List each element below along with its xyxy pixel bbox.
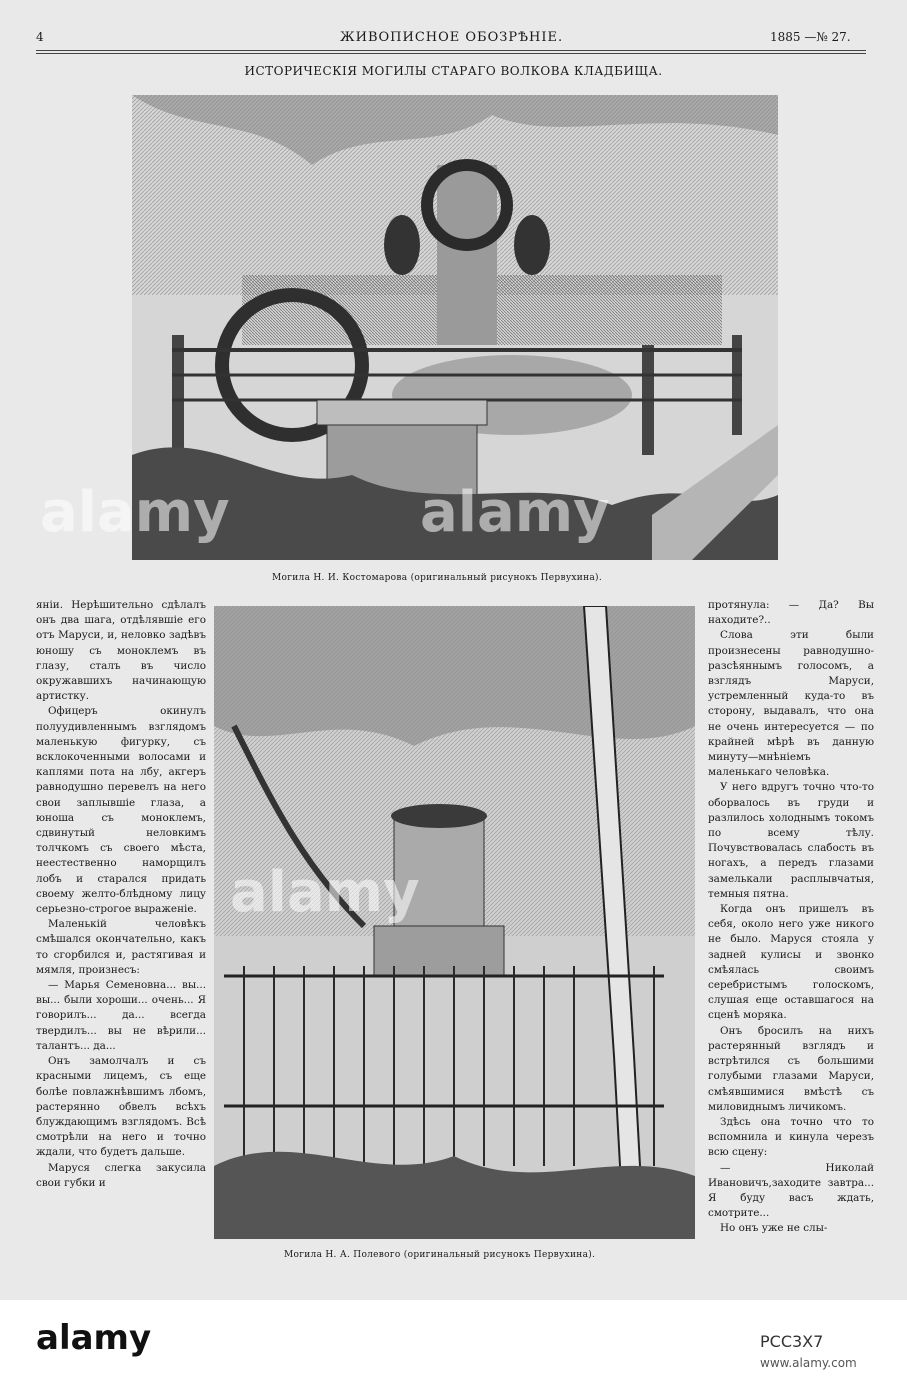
header-rule	[36, 50, 866, 51]
watermark: alamy	[420, 480, 610, 545]
header-rule-thin	[36, 53, 866, 54]
left-paragraph: Офицеръ окинулъ полуудивленнымъ взглядомъ маленькую фигурку, съ всклокоченными волосами и каплями пота на лбу, акгеръ равнодушно перевелъ на него свои заплывшiе глаза, а юноша съ моноклемъ, сдвинутый неловкимъ толчкомъ съ своего мѣста, неестественно наморщилъ лобъ и старался придать своему желто-блѣдному лицу серьезно-строгое выраженiе.	[36, 705, 206, 916]
stock-footer	[0, 1300, 907, 1390]
right-text-column	[708, 598, 874, 1237]
left-paragraph: — Марья Семеновна... вы... вы... были хороши... очень... Я говорилъ... да... всегда твердилъ... вы не вѣрили... талантъ... да...	[36, 979, 206, 1052]
right-paragraph: У него вдругъ точно что-то оборвалось въ груди и разлилось холоднымъ токомъ по всему тѣлу. Почувствовалась слабость въ ногахъ, а передъ глазами замелькали расплывчатыя, темныя пятна.	[708, 781, 874, 900]
stock-url: www.alamy.com	[760, 1356, 857, 1370]
left-paragraph: янiи. Нерѣшительно сдѣлалъ онъ два шага, отдѣлявшiе его отъ Маруси, и, неловко задѣвъ юношу съ моноклемъ въ глазу, сталъ въ число окружавшихъ начинающую артистку.	[36, 599, 206, 703]
issue-number: 1885 —№ 27.	[770, 30, 851, 44]
right-paragraph: Но онъ уже не слы-	[720, 1222, 828, 1235]
left-text-column	[36, 598, 206, 1191]
watermark: alamy	[40, 480, 230, 545]
right-paragraph: Здѣсь она точно что то вспомнила и кинула черезъ всю сцену:	[708, 1115, 874, 1159]
watermark: alamy	[230, 860, 420, 925]
right-paragraph: — Николай Ивановичъ,заходите завтра... Я буду васъ ждать, смотрите...	[708, 1161, 874, 1220]
bottom-figure-caption: Могила Н. А. Полевого (оригинальный рисунокъ Первухина).	[284, 1250, 596, 1260]
stock-logo: alamy	[36, 1318, 152, 1358]
article-headline: ИСТОРИЧЕСКІЯ МОГИЛЫ СТАРАГО ВОЛКОВА КЛАДБИЩА.	[244, 64, 663, 78]
image-id: PCC3X7	[760, 1332, 824, 1351]
right-paragraph: Онъ бросилъ на нихъ растерянный взглядъ и встрѣтился съ большими голубыми глазами Маруси, смѣявшимися вмѣстѣ съ миловиднымъ личикомъ.	[708, 1024, 874, 1113]
left-paragraph: Маленькiй человѣкъ смѣшался окончательно, какъ то сгорбился и, растягивая и мямля, произнесъ:	[36, 918, 206, 976]
left-paragraph: Маруся слегка закусила свои губки и	[36, 1161, 206, 1189]
page-number: 4	[36, 30, 44, 44]
right-paragraph: протянула: — Да? Вы находите?..	[708, 599, 874, 627]
publication-title: ЖИВОПИСНОЕ ОБОЗРѢНІЕ.	[340, 30, 564, 45]
right-paragraph: Когда онъ пришелъ въ себя, около него уже никого не было. Маруся стояла у задней кулисы и звонко смѣялась своимъ серебристымъ голоскомъ, слушая еще оставшагося на сценѣ моряка.	[708, 903, 874, 1022]
right-paragraph: Слова эти были произнесены равнодушно-разсѣяннымъ голосомъ, а взглядъ Маруси, устремленный куда-то въ сторону, выдавалъ, что она не очень интересуется — по крайней мѣрѣ въ данную минуту—мнѣнiемъ маленькаго человѣка.	[708, 629, 874, 779]
left-paragraph: Онъ замолчалъ и съ красными лицемъ, съ еще болѣе повлажнѣвшимъ лбомъ, растерянно обвелъ всѣхъ блуждающимъ взглядомъ. Всѣ смотрѣли на него и точно ждали, что будетъ дальше.	[36, 1055, 206, 1159]
top-figure-caption: Могила Н. И. Костомарова (оригинальный рисунокъ Первухина).	[272, 573, 603, 583]
